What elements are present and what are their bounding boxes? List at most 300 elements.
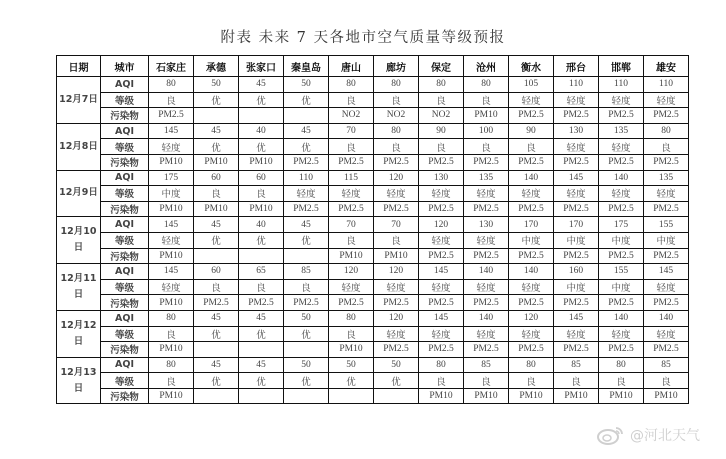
aqi-value-cell: 140 — [599, 310, 644, 326]
pollutant-value-cell — [194, 108, 239, 124]
level-value-cell: 轻度 — [644, 92, 689, 108]
pollutant-value-cell: PM10 — [464, 108, 509, 124]
level-value-cell: 优 — [329, 373, 374, 389]
pollutant-value-cell: PM10 — [194, 201, 239, 217]
level-value-cell: 中度 — [509, 232, 554, 248]
level-value-cell: 优 — [284, 139, 329, 155]
aqi-value-cell: 145 — [644, 264, 689, 280]
pollutant-value-cell: PM2.5 — [599, 295, 644, 311]
pollutant-value-cell — [374, 388, 419, 404]
weibo-icon — [596, 425, 626, 445]
aqi-value-cell: 110 — [644, 77, 689, 93]
pollutant-value-cell: PM10 — [329, 342, 374, 358]
level-value-cell: 优 — [374, 373, 419, 389]
aqi-value-cell: 50 — [194, 77, 239, 93]
pollutant-value-cell: PM2.5 — [554, 248, 599, 264]
level-value-cell: 良 — [374, 92, 419, 108]
pollutant-value-cell: PM2.5 — [194, 295, 239, 311]
level-value-cell: 良 — [644, 139, 689, 155]
aqi-value-cell: 45 — [194, 357, 239, 373]
aqi-value-cell: 50 — [284, 77, 329, 93]
pollutant-value-cell: PM10 — [374, 248, 419, 264]
pollutant-value-cell — [194, 388, 239, 404]
aqi-value-cell: 45 — [194, 217, 239, 233]
aqi-value-cell: 145 — [554, 170, 599, 186]
level-value-cell: 良 — [509, 139, 554, 155]
metric-label-level: 等级 — [101, 186, 149, 202]
aqi-value-cell: 80 — [374, 77, 419, 93]
level-value-cell: 良 — [329, 139, 374, 155]
pollutant-value-cell: PM2.5 — [599, 201, 644, 217]
pollutant-value-cell — [239, 342, 284, 358]
table-row-level — [57, 92, 689, 108]
level-value-cell: 轻度 — [284, 186, 329, 202]
aqi-value-cell: 120 — [419, 217, 464, 233]
level-value-cell: 轻度 — [644, 326, 689, 342]
pollutant-value-cell: PM10 — [194, 154, 239, 170]
metric-label-level: 等级 — [101, 326, 149, 342]
pollutant-value-cell: PM10 — [554, 388, 599, 404]
pollutant-value-cell: PM2.5 — [644, 295, 689, 311]
aqi-value-cell: 120 — [374, 310, 419, 326]
metric-label-aqi: AQI — [101, 310, 149, 326]
pollutant-value-cell — [329, 388, 374, 404]
aqi-value-cell: 115 — [329, 170, 374, 186]
table-title: 附表 未来 7 天各地市空气质量等级预报 — [220, 30, 506, 46]
aqi-value-cell: 140 — [464, 264, 509, 280]
aqi-value-cell: 135 — [464, 170, 509, 186]
aqi-value-cell: 140 — [599, 170, 644, 186]
aqi-value-cell: 45 — [194, 123, 239, 139]
pollutant-value-cell: PM2.5 — [419, 295, 464, 311]
aqi-value-cell: 90 — [419, 123, 464, 139]
level-value-cell: 轻度 — [149, 139, 194, 155]
aqi-value-cell: 65 — [239, 264, 284, 280]
pollutant-value-cell: PM2.5 — [644, 248, 689, 264]
aqi-value-cell: 120 — [509, 310, 554, 326]
pollutant-value-cell: PM2.5 — [329, 295, 374, 311]
table-row-pollutant — [57, 108, 689, 124]
level-value-cell: 轻度 — [509, 279, 554, 295]
aqi-value-cell: 45 — [239, 357, 284, 373]
table-row-level — [57, 139, 689, 155]
level-value-cell: 良 — [509, 373, 554, 389]
pollutant-value-cell: NO2 — [419, 108, 464, 124]
level-value-cell: 优 — [194, 373, 239, 389]
header-city: 城市 — [101, 56, 149, 77]
pollutant-value-cell: PM10 — [419, 388, 464, 404]
aqi-value-cell: 70 — [329, 217, 374, 233]
level-value-cell: 轻度 — [554, 326, 599, 342]
level-value-cell: 优 — [239, 139, 284, 155]
table-row-level — [57, 326, 689, 342]
level-value-cell: 轻度 — [329, 279, 374, 295]
level-value-cell: 良 — [374, 139, 419, 155]
table-row-level — [57, 279, 689, 295]
aqi-value-cell: 145 — [419, 310, 464, 326]
aqi-value-cell: 110 — [599, 77, 644, 93]
pollutant-value-cell: PM2.5 — [464, 342, 509, 358]
level-value-cell: 优 — [194, 139, 239, 155]
aqi-value-cell: 135 — [599, 123, 644, 139]
aqi-value-cell: 40 — [239, 123, 284, 139]
aqi-value-cell: 80 — [644, 123, 689, 139]
pollutant-value-cell: PM10 — [149, 154, 194, 170]
pollutant-value-cell: PM2.5 — [149, 108, 194, 124]
aqi-value-cell: 100 — [464, 123, 509, 139]
aqi-value-cell: 130 — [464, 217, 509, 233]
aqi-value-cell: 80 — [329, 310, 374, 326]
pollutant-value-cell: PM10 — [149, 388, 194, 404]
aqi-value-cell: 170 — [509, 217, 554, 233]
metric-label-pollutant: 污染物 — [101, 248, 149, 264]
watermark — [596, 425, 700, 445]
date-cell: 12月11日 — [57, 264, 101, 311]
date-cell: 12月9日 — [57, 170, 101, 217]
metric-label-level: 等级 — [101, 373, 149, 389]
aqi-value-cell: 120 — [374, 264, 419, 280]
level-value-cell: 轻度 — [644, 186, 689, 202]
pollutant-value-cell: PM10 — [149, 201, 194, 217]
table-row-pollutant — [57, 248, 689, 264]
aqi-value-cell: 85 — [464, 357, 509, 373]
aqi-value-cell: 85 — [554, 357, 599, 373]
level-value-cell: 良 — [194, 279, 239, 295]
metric-label-aqi: AQI — [101, 123, 149, 139]
pollutant-value-cell: PM2.5 — [464, 248, 509, 264]
level-value-cell: 良 — [284, 279, 329, 295]
metric-label-pollutant: 污染物 — [101, 201, 149, 217]
level-value-cell: 良 — [194, 186, 239, 202]
table-row-aqi — [57, 123, 689, 139]
metric-label-pollutant: 污染物 — [101, 295, 149, 311]
pollutant-value-cell: PM2.5 — [509, 342, 554, 358]
pollutant-value-cell: PM10 — [239, 201, 284, 217]
aqi-value-cell: 80 — [509, 357, 554, 373]
aqi-value-cell: 145 — [554, 310, 599, 326]
aqi-value-cell: 130 — [419, 170, 464, 186]
aqi-value-cell: 175 — [149, 170, 194, 186]
header-date: 日期 — [57, 56, 101, 77]
pollutant-value-cell: PM10 — [329, 248, 374, 264]
table-row-aqi — [57, 77, 689, 93]
watermark-text: @河北天气 — [630, 428, 700, 444]
pollutant-value-cell: PM10 — [239, 154, 284, 170]
table-row-aqi — [57, 170, 689, 186]
level-value-cell: 轻度 — [644, 279, 689, 295]
metric-label-level: 等级 — [101, 92, 149, 108]
table-row-aqi — [57, 310, 689, 326]
table-row-level — [57, 232, 689, 248]
pollutant-value-cell: PM2.5 — [374, 295, 419, 311]
pollutant-value-cell: PM2.5 — [644, 108, 689, 124]
pollutant-value-cell: PM2.5 — [464, 201, 509, 217]
level-value-cell: 轻度 — [374, 279, 419, 295]
aqi-value-cell: 90 — [509, 123, 554, 139]
level-value-cell: 优 — [284, 92, 329, 108]
level-value-cell: 优 — [284, 326, 329, 342]
aqi-value-cell: 45 — [194, 310, 239, 326]
aqi-value-cell: 60 — [194, 264, 239, 280]
metric-label-pollutant: 污染物 — [101, 342, 149, 358]
aqi-value-cell: 80 — [149, 310, 194, 326]
pollutant-value-cell: PM2.5 — [554, 295, 599, 311]
level-value-cell: 轻度 — [599, 186, 644, 202]
aqi-value-cell: 80 — [374, 123, 419, 139]
aqi-value-cell: 105 — [509, 77, 554, 93]
level-value-cell: 轻度 — [599, 139, 644, 155]
level-value-cell: 轻度 — [149, 232, 194, 248]
level-value-cell: 良 — [149, 326, 194, 342]
level-value-cell: 良 — [149, 92, 194, 108]
aqi-value-cell: 70 — [374, 217, 419, 233]
level-value-cell: 轻度 — [554, 92, 599, 108]
aqi-value-cell: 120 — [329, 264, 374, 280]
header-city-name: 承德 — [194, 56, 239, 77]
aqi-value-cell: 140 — [509, 264, 554, 280]
pollutant-value-cell: PM10 — [509, 388, 554, 404]
level-value-cell: 轻度 — [464, 186, 509, 202]
pollutant-value-cell: NO2 — [329, 108, 374, 124]
aqi-value-cell: 140 — [509, 170, 554, 186]
date-cell: 12月7日 — [57, 77, 101, 124]
aqi-value-cell: 80 — [419, 357, 464, 373]
table-row-pollutant — [57, 388, 689, 404]
level-value-cell: 轻度 — [419, 186, 464, 202]
level-value-cell: 轻度 — [419, 232, 464, 248]
level-value-cell: 优 — [239, 326, 284, 342]
table-row-level — [57, 186, 689, 202]
metric-label-aqi: AQI — [101, 217, 149, 233]
level-value-cell: 轻度 — [554, 139, 599, 155]
level-value-cell: 良 — [419, 92, 464, 108]
level-value-cell: 优 — [239, 232, 284, 248]
date-cell: 12月12日 — [57, 310, 101, 357]
aqi-value-cell: 50 — [329, 357, 374, 373]
aqi-value-cell: 155 — [644, 217, 689, 233]
pollutant-value-cell — [284, 248, 329, 264]
aqi-value-cell: 145 — [149, 264, 194, 280]
aqi-value-cell: 145 — [149, 217, 194, 233]
pollutant-value-cell: PM2.5 — [644, 201, 689, 217]
pollutant-value-cell — [194, 342, 239, 358]
level-value-cell: 中度 — [644, 232, 689, 248]
pollutant-value-cell: PM2.5 — [284, 154, 329, 170]
metric-label-level: 等级 — [101, 139, 149, 155]
level-value-cell: 良 — [554, 373, 599, 389]
pollutant-value-cell — [284, 108, 329, 124]
level-value-cell: 良 — [239, 186, 284, 202]
pollutant-value-cell: PM10 — [149, 295, 194, 311]
pollutant-value-cell: PM2.5 — [599, 154, 644, 170]
level-value-cell: 良 — [644, 373, 689, 389]
aqi-value-cell: 130 — [554, 123, 599, 139]
pollutant-value-cell — [284, 342, 329, 358]
table-row-pollutant — [57, 342, 689, 358]
table-row-pollutant — [57, 154, 689, 170]
header-row — [57, 56, 689, 77]
aqi-value-cell: 70 — [329, 123, 374, 139]
level-value-cell: 优 — [194, 326, 239, 342]
metric-label-level: 等级 — [101, 279, 149, 295]
header-city-name: 石家庄 — [149, 56, 194, 77]
pollutant-value-cell: PM2.5 — [599, 342, 644, 358]
header-city-name: 秦皇岛 — [284, 56, 329, 77]
pollutant-value-cell — [284, 388, 329, 404]
pollutant-value-cell: PM2.5 — [419, 342, 464, 358]
level-value-cell: 轻度 — [419, 326, 464, 342]
pollutant-value-cell: PM10 — [599, 388, 644, 404]
level-value-cell: 优 — [284, 232, 329, 248]
header-city-name: 邢台 — [554, 56, 599, 77]
level-value-cell: 中度 — [599, 232, 644, 248]
pollutant-value-cell: PM2.5 — [284, 295, 329, 311]
level-value-cell: 轻度 — [464, 326, 509, 342]
aqi-value-cell: 50 — [374, 357, 419, 373]
table-row-aqi — [57, 357, 689, 373]
metric-label-pollutant: 污染物 — [101, 108, 149, 124]
level-value-cell: 中度 — [599, 279, 644, 295]
aqi-value-cell: 45 — [239, 77, 284, 93]
aqi-value-cell: 50 — [284, 357, 329, 373]
level-value-cell: 轻度 — [464, 232, 509, 248]
aqi-value-cell: 160 — [554, 264, 599, 280]
table-row-aqi — [57, 264, 689, 280]
aqi-value-cell: 140 — [644, 310, 689, 326]
level-value-cell: 良 — [329, 326, 374, 342]
level-value-cell: 中度 — [554, 279, 599, 295]
pollutant-value-cell: PM10 — [464, 388, 509, 404]
air-quality-forecast-table — [56, 55, 689, 404]
level-value-cell: 良 — [149, 373, 194, 389]
header-city-name: 张家口 — [239, 56, 284, 77]
pollutant-value-cell: PM2.5 — [599, 248, 644, 264]
pollutant-value-cell: PM2.5 — [419, 201, 464, 217]
pollutant-value-cell: PM2.5 — [374, 154, 419, 170]
table-row-pollutant — [57, 295, 689, 311]
aqi-value-cell: 45 — [284, 217, 329, 233]
header-city-name: 廊坊 — [374, 56, 419, 77]
date-cell: 12月10日 — [57, 217, 101, 264]
pollutant-value-cell — [239, 388, 284, 404]
header-city-name: 邯郸 — [599, 56, 644, 77]
pollutant-value-cell: PM2.5 — [554, 108, 599, 124]
pollutant-value-cell: NO2 — [374, 108, 419, 124]
pollutant-value-cell: PM2.5 — [464, 154, 509, 170]
aqi-value-cell: 110 — [554, 77, 599, 93]
level-value-cell: 良 — [329, 232, 374, 248]
metric-label-aqi: AQI — [101, 264, 149, 280]
level-value-cell: 良 — [464, 139, 509, 155]
pollutant-value-cell: PM2.5 — [284, 201, 329, 217]
pollutant-value-cell: PM10 — [149, 342, 194, 358]
aqi-value-cell: 155 — [599, 264, 644, 280]
level-value-cell: 良 — [239, 279, 284, 295]
pollutant-value-cell: PM2.5 — [554, 201, 599, 217]
pollutant-value-cell: PM2.5 — [644, 154, 689, 170]
table-row-level — [57, 373, 689, 389]
aqi-value-cell: 80 — [464, 77, 509, 93]
level-value-cell: 轻度 — [509, 186, 554, 202]
aqi-value-cell: 175 — [599, 217, 644, 233]
header-city-name: 雄安 — [644, 56, 689, 77]
date-cell: 12月13日 — [57, 357, 101, 404]
metric-label-aqi: AQI — [101, 170, 149, 186]
level-value-cell: 轻度 — [149, 279, 194, 295]
table-body — [57, 77, 689, 404]
metric-label-aqi: AQI — [101, 77, 149, 93]
header-city-name: 衡水 — [509, 56, 554, 77]
level-value-cell: 轻度 — [599, 326, 644, 342]
aqi-value-cell: 145 — [419, 264, 464, 280]
pollutant-value-cell: PM2.5 — [554, 154, 599, 170]
pollutant-value-cell: PM2.5 — [419, 248, 464, 264]
level-value-cell: 良 — [329, 92, 374, 108]
aqi-value-cell: 80 — [329, 77, 374, 93]
aqi-value-cell: 45 — [239, 310, 284, 326]
level-value-cell: 轻度 — [509, 326, 554, 342]
pollutant-value-cell: PM2.5 — [509, 201, 554, 217]
table-row-pollutant — [57, 201, 689, 217]
metric-label-pollutant: 污染物 — [101, 154, 149, 170]
aqi-value-cell: 120 — [374, 170, 419, 186]
pollutant-value-cell — [194, 248, 239, 264]
header-city-name: 沧州 — [464, 56, 509, 77]
pollutant-value-cell: PM2.5 — [599, 108, 644, 124]
aqi-value-cell: 135 — [644, 170, 689, 186]
header-city-name: 唐山 — [329, 56, 374, 77]
level-value-cell: 轻度 — [329, 186, 374, 202]
aqi-value-cell: 50 — [284, 310, 329, 326]
aqi-value-cell: 45 — [284, 123, 329, 139]
level-value-cell: 良 — [419, 139, 464, 155]
pollutant-value-cell: PM2.5 — [329, 201, 374, 217]
pollutant-value-cell: PM2.5 — [509, 295, 554, 311]
pollutant-value-cell — [239, 108, 284, 124]
aqi-value-cell: 60 — [194, 170, 239, 186]
metric-label-aqi: AQI — [101, 357, 149, 373]
pollutant-value-cell: PM10 — [149, 248, 194, 264]
pollutant-value-cell — [239, 248, 284, 264]
aqi-value-cell: 80 — [599, 357, 644, 373]
level-value-cell: 中度 — [149, 186, 194, 202]
pollutant-value-cell: PM2.5 — [464, 295, 509, 311]
pollutant-value-cell: PM2.5 — [329, 154, 374, 170]
date-cell: 12月8日 — [57, 123, 101, 170]
level-value-cell: 优 — [194, 232, 239, 248]
pollutant-value-cell: PM2.5 — [374, 201, 419, 217]
level-value-cell: 中度 — [554, 232, 599, 248]
level-value-cell: 优 — [239, 373, 284, 389]
level-value-cell: 优 — [194, 92, 239, 108]
level-value-cell: 良 — [599, 373, 644, 389]
level-value-cell: 轻度 — [374, 186, 419, 202]
aqi-value-cell: 40 — [239, 217, 284, 233]
pollutant-value-cell: PM2.5 — [509, 248, 554, 264]
aqi-value-cell: 80 — [419, 77, 464, 93]
level-value-cell: 良 — [464, 92, 509, 108]
aqi-value-cell: 85 — [284, 264, 329, 280]
pollutant-value-cell: PM2.5 — [644, 342, 689, 358]
aqi-value-cell: 140 — [464, 310, 509, 326]
metric-label-level: 等级 — [101, 232, 149, 248]
header-city-name: 保定 — [419, 56, 464, 77]
level-value-cell: 优 — [284, 373, 329, 389]
pollutant-value-cell: PM2.5 — [419, 154, 464, 170]
level-value-cell: 轻度 — [599, 92, 644, 108]
pollutant-value-cell: PM2.5 — [554, 342, 599, 358]
aqi-value-cell: 145 — [149, 123, 194, 139]
